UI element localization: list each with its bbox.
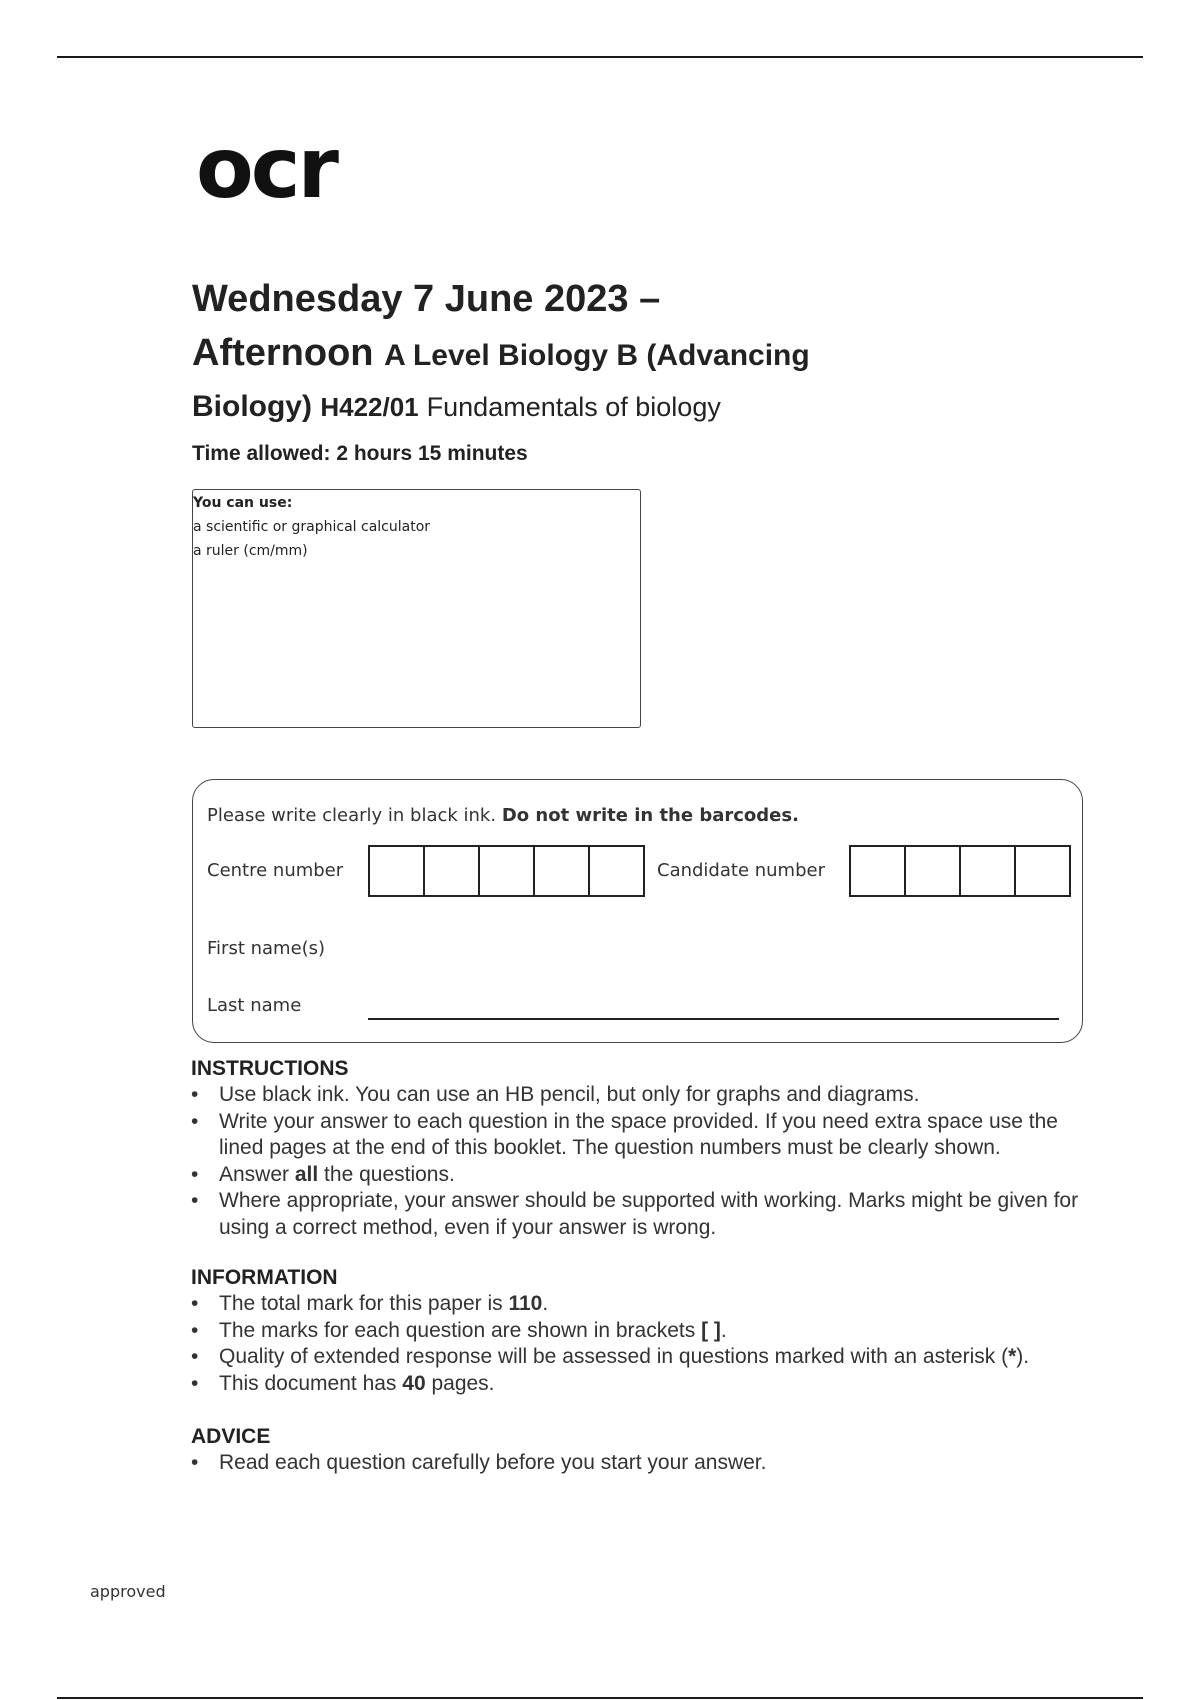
information-item [191, 1344, 1091, 1371]
centre-number-digit-box[interactable] [425, 847, 480, 895]
paper-name: Fundamentals of biology [426, 392, 721, 422]
time-allowed: Time allowed: 2 hours 15 minutes [192, 442, 528, 465]
information-text: The total mark for this paper is [219, 1292, 509, 1315]
information-heading: INFORMATION [191, 1266, 338, 1289]
instructions-section [191, 1056, 1091, 1241]
ink-note: Please write clearly in black ink. [207, 805, 497, 826]
information-bold: 40 [402, 1371, 426, 1395]
ocr-logo: ocr [196, 119, 336, 217]
top-rule [57, 56, 1143, 58]
advice-section [191, 1424, 1091, 1477]
last-name-label: Last name [207, 995, 302, 1016]
advice-heading: ADVICE [191, 1425, 271, 1448]
equipment-item: a scientific or graphical calculator [193, 519, 431, 535]
centre-number-digit-box[interactable] [590, 847, 643, 895]
instruction-text: Answer [219, 1162, 295, 1186]
information-text: . [720, 1318, 727, 1342]
centre-number-digit-box[interactable] [480, 847, 535, 895]
information-text: pages. [425, 1371, 495, 1395]
information-bold: 110 [508, 1292, 543, 1315]
equipment-item: a ruler (cm/mm) [193, 543, 308, 559]
instruction-item: • Write your answer to each question in the space provided. If you need extra space use the lined pages at the end of this booklet. The question numbers must be clearly shown. [191, 1109, 1091, 1162]
exam-title-line-2 [192, 332, 810, 375]
instruction-text: the questions. [318, 1162, 455, 1186]
instruction-item [191, 1162, 1091, 1189]
information-item [191, 1371, 1091, 1398]
instruction-item: • Where appropriate, your answer should be supported with working. Marks might be given for using a correct method, even if your answer is wrong. [191, 1188, 1091, 1241]
information-bold: [ ] [701, 1318, 721, 1342]
information-text: Quality of extended response will be assessed in questions marked with an asterisk ( [219, 1345, 1009, 1368]
information-item [191, 1318, 1091, 1345]
information-text: . [542, 1292, 549, 1315]
candidate-number-label: Candidate number [657, 860, 825, 881]
paper-code: H422/01 [320, 392, 419, 422]
information-section [191, 1265, 1091, 1397]
barcode-note: Do not write in the barcodes. [501, 805, 799, 826]
equipment-heading: You can use: [193, 495, 293, 511]
instruction-item: • Use black ink. You can use an HB pencil, but only for graphs and diagrams. [191, 1082, 1091, 1109]
last-name-field[interactable] [368, 1018, 1059, 1020]
information-text: The marks for each question are shown in brackets [219, 1318, 702, 1342]
centre-number-boxes [368, 845, 645, 897]
centre-number-label: Centre number [207, 860, 344, 881]
candidate-details-box [192, 779, 1083, 1043]
candidate-number-boxes [849, 845, 1071, 897]
approved-stamp: approved [90, 1582, 166, 1601]
ink-instruction [207, 805, 799, 826]
instructions-heading: INSTRUCTIONS [191, 1057, 349, 1080]
equipment-box [192, 489, 641, 728]
qualification-part-1: A Level Biology B (Advancing [384, 339, 810, 372]
candidate-number-digit-box[interactable] [1016, 847, 1069, 895]
candidate-number-digit-box[interactable] [961, 847, 1016, 895]
first-name-label: First name(s) [207, 938, 326, 959]
exam-title-line-3 [192, 390, 721, 424]
centre-number-digit-box[interactable] [535, 847, 590, 895]
candidate-number-digit-box[interactable] [906, 847, 961, 895]
information-text: ). [1016, 1345, 1030, 1368]
information-item [191, 1291, 1091, 1318]
information-bold: * [1008, 1345, 1017, 1368]
exam-session: Afternoon [192, 332, 374, 374]
information-text: This document has [219, 1371, 403, 1395]
centre-number-digit-box[interactable] [370, 847, 425, 895]
instruction-bold: all [294, 1162, 319, 1186]
candidate-number-digit-box[interactable] [851, 847, 906, 895]
advice-item: • Read each question carefully before you start your answer. [191, 1450, 1091, 1477]
qualification-part-2: Biology) [192, 390, 312, 423]
bottom-rule [57, 1697, 1143, 1699]
exam-date: Wednesday 7 June 2023 – [192, 278, 661, 320]
